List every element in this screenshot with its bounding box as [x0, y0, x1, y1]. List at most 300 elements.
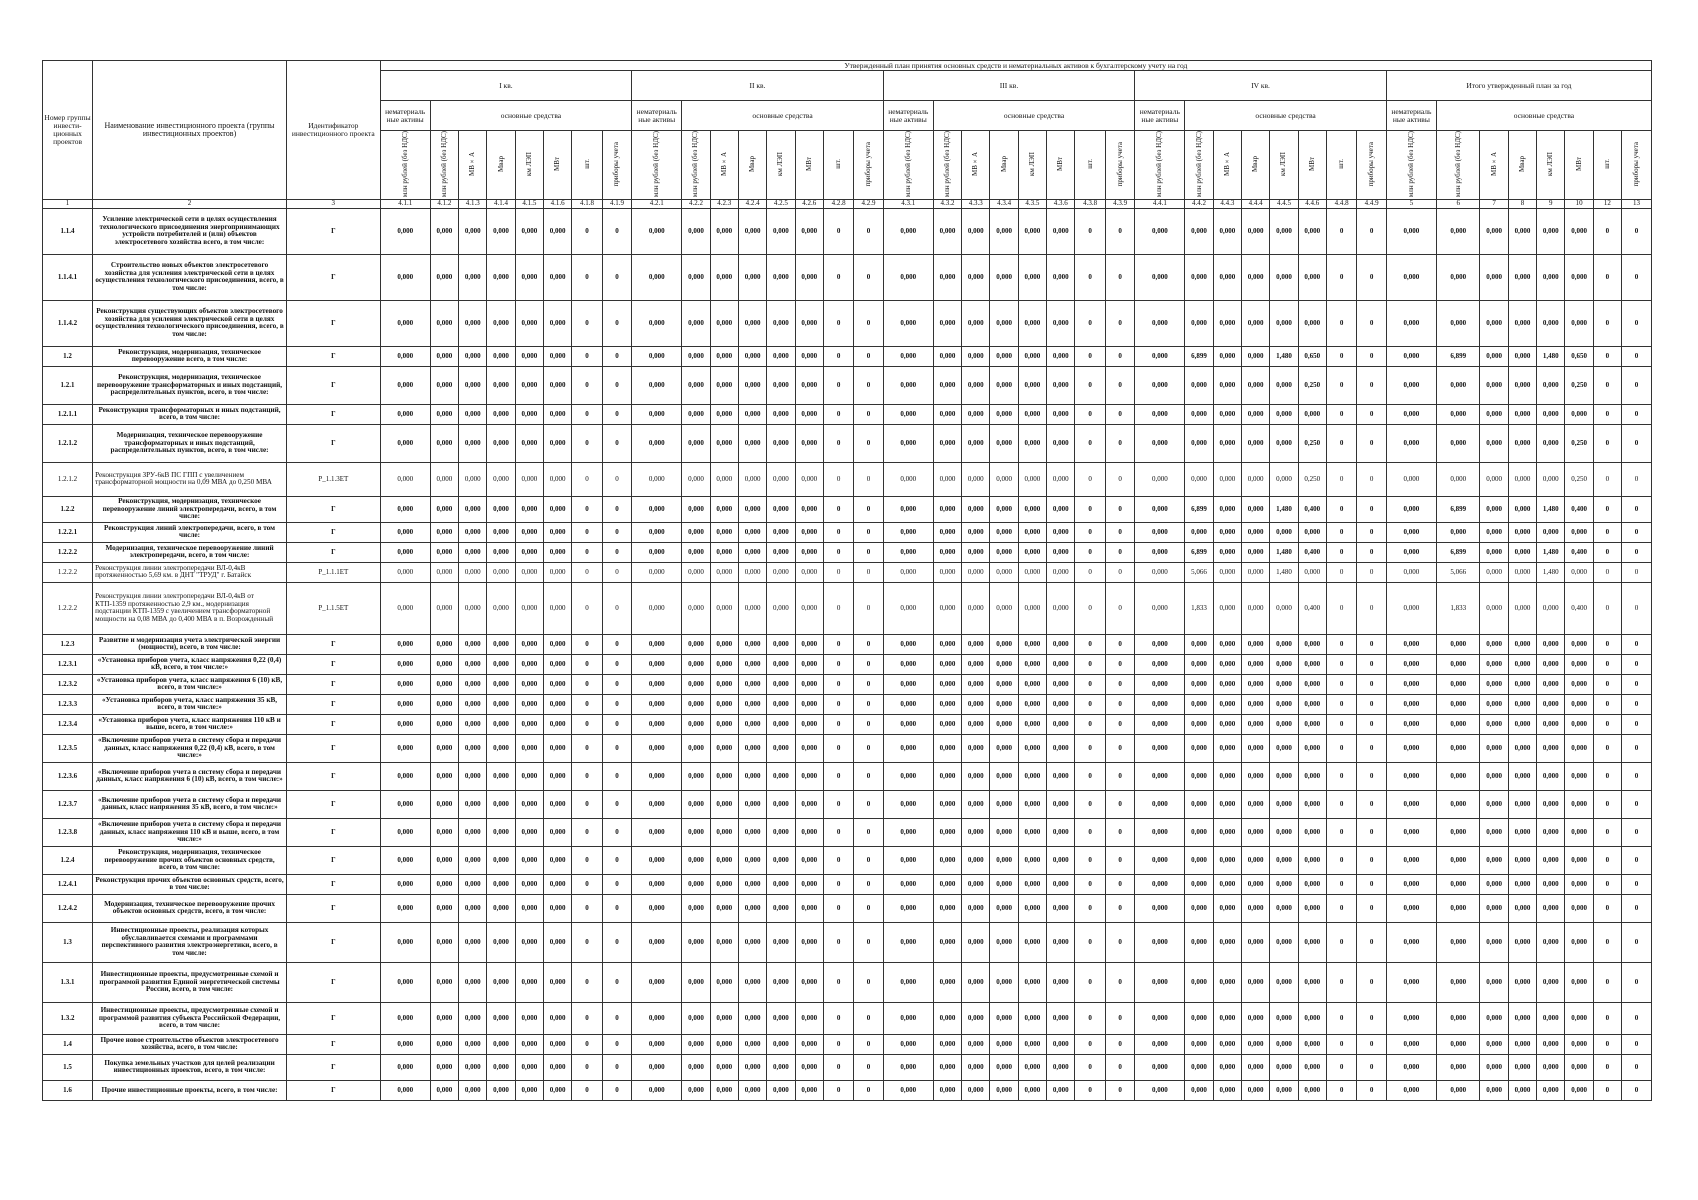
value-cell: 0 [572, 714, 602, 734]
value-cell: 5,066 [1436, 562, 1480, 582]
header-unit-label: МВ×А [719, 152, 728, 176]
value-cell: 0,000 [430, 790, 458, 818]
value-cell: 0,000 [1242, 1002, 1270, 1034]
value-cell: 0,000 [1185, 1054, 1213, 1080]
value-cell: 0,000 [487, 404, 515, 424]
value-cell: 0,000 [1537, 462, 1565, 496]
value-cell: 0,000 [543, 654, 571, 674]
header-unit [854, 131, 883, 200]
value-cell: 0,000 [1298, 404, 1326, 424]
value-cell: 0,000 [682, 962, 710, 1002]
value-cell: 0,000 [962, 582, 990, 634]
value-cell: 0,000 [1480, 582, 1508, 634]
value-cell: 0,000 [1185, 522, 1213, 542]
value-cell: 0,000 [1242, 346, 1270, 366]
value-cell: 0,000 [962, 734, 990, 762]
value-cell: 0,000 [380, 818, 430, 846]
value-cell: 0,000 [795, 962, 823, 1002]
value-cell: 0 [602, 542, 631, 562]
value-cell: 0,000 [1018, 496, 1046, 522]
value-cell: 0 [1622, 962, 1652, 1002]
value-cell: 0,000 [1213, 714, 1241, 734]
value-cell: 0,000 [543, 1080, 571, 1100]
value-cell: 0,000 [1298, 790, 1326, 818]
value-cell: 0 [854, 922, 883, 962]
value-cell: 0,000 [632, 404, 682, 424]
header-unit-label: млн рублей (без НДС) [1453, 131, 1462, 198]
value-cell: 0,000 [1135, 424, 1185, 462]
value-cell: 0 [1326, 496, 1356, 522]
value-cell: 0,000 [430, 582, 458, 634]
value-cell: 0,000 [380, 634, 430, 654]
value-cell: 0,000 [738, 582, 766, 634]
value-cell: 0 [823, 962, 853, 1002]
value-cell: 0 [572, 694, 602, 714]
value-cell: 0 [1357, 654, 1386, 674]
row-project-id: Г [286, 714, 380, 734]
value-cell: 0,000 [682, 894, 710, 922]
table-row [43, 818, 1652, 846]
value-cell: 0,000 [933, 542, 961, 562]
value-cell: 0,000 [1213, 208, 1241, 254]
value-cell: 0,000 [1508, 634, 1536, 654]
value-cell: 0,000 [459, 654, 487, 674]
value-cell: 0 [572, 346, 602, 366]
value-cell: 0,000 [1185, 874, 1213, 894]
value-cell: 0,000 [632, 522, 682, 542]
value-cell: 0,000 [1508, 254, 1536, 300]
header-fixed-assets: основные средства [1436, 101, 1651, 131]
value-cell: 0,000 [380, 582, 430, 634]
value-cell: 0 [1326, 562, 1356, 582]
value-cell: 6,899 [1185, 542, 1213, 562]
value-cell: 0 [602, 404, 631, 424]
value-cell: 0 [854, 874, 883, 894]
value-cell: 0,000 [1565, 714, 1593, 734]
value-cell: 0,000 [430, 1054, 458, 1080]
value-cell: 0 [1622, 254, 1652, 300]
value-cell: 0 [602, 694, 631, 714]
value-cell: 0,000 [1018, 366, 1046, 404]
value-cell: 0,000 [990, 1054, 1018, 1080]
value-cell: 0,000 [990, 962, 1018, 1002]
value-cell: 0,000 [962, 874, 990, 894]
value-cell: 0,000 [795, 208, 823, 254]
value-cell: 6,899 [1436, 542, 1480, 562]
value-cell: 0 [823, 1034, 853, 1054]
value-cell: 0,000 [1270, 818, 1298, 846]
column-number: 4.1.1 [380, 199, 430, 208]
value-cell: 0 [823, 300, 853, 346]
value-cell: 1,833 [1185, 582, 1213, 634]
value-cell: 0 [1075, 300, 1105, 346]
value-cell: 0,000 [1270, 1080, 1298, 1100]
value-cell: 0,000 [1135, 1054, 1185, 1080]
value-cell: 0 [1326, 1080, 1356, 1100]
value-cell: 0 [1105, 496, 1134, 522]
row-project-id: Г [286, 300, 380, 346]
value-cell: 0,000 [710, 922, 738, 962]
value-cell: 0 [854, 1080, 883, 1100]
value-cell: 0,000 [1508, 654, 1536, 674]
value-cell: 0 [1357, 424, 1386, 462]
value-cell: 0 [1357, 922, 1386, 962]
value-cell: 0,000 [487, 1054, 515, 1080]
value-cell: 0 [1075, 366, 1105, 404]
value-cell: 0,000 [1018, 462, 1046, 496]
row-project-name: «Включение приборов учета в систему сбора и передачи данных, класс напряжения 6 (10) кВ, всего, в том числе:» [93, 762, 287, 790]
value-cell: 0,000 [1185, 762, 1213, 790]
row-project-name: Реконструкция, модернизация, техническое перевооружение всего, в том числе: [93, 346, 287, 366]
value-cell: 0,000 [962, 1080, 990, 1100]
value-cell: 0,000 [1213, 1080, 1241, 1100]
table-row [43, 962, 1652, 1002]
value-cell: 0 [1357, 714, 1386, 734]
value-cell: 0,000 [430, 366, 458, 404]
value-cell: 0,000 [1386, 962, 1436, 1002]
value-cell: 0,000 [459, 1054, 487, 1080]
value-cell: 0,000 [710, 208, 738, 254]
value-cell: 0,000 [962, 462, 990, 496]
value-cell: 0,000 [430, 562, 458, 582]
value-cell: 0,000 [738, 1080, 766, 1100]
value-cell: 0,000 [1047, 694, 1075, 714]
value-cell: 0,000 [1213, 496, 1241, 522]
value-cell: 0,000 [459, 694, 487, 714]
value-cell: 0,000 [1565, 846, 1593, 874]
value-cell: 0,000 [767, 1080, 795, 1100]
value-cell: 0,000 [1135, 254, 1185, 300]
value-cell: 0 [1075, 818, 1105, 846]
value-cell: 0,000 [632, 714, 682, 734]
row-project-name: «Установка приборов учета, класс напряжения 6 (10) кВ, всего, в том числе:» [93, 674, 287, 694]
row-project-name: Инвестиционные проекты, предусмотренные схемой и программой развития Единой энергетической системы России, всего, в том числе: [93, 962, 287, 1002]
value-cell: 0 [854, 962, 883, 1002]
value-cell: 0,000 [883, 1034, 933, 1054]
row-project-id: Г [286, 1054, 380, 1080]
header-intangible-assets: нематериаль ные активы [1386, 101, 1436, 131]
value-cell: 0,000 [515, 714, 543, 734]
value-cell: 0,000 [487, 542, 515, 562]
value-cell: 0,000 [1386, 654, 1436, 674]
value-cell: 0,000 [990, 762, 1018, 790]
value-cell: 0 [1326, 582, 1356, 634]
value-cell: 0,000 [738, 714, 766, 734]
value-cell: 0,400 [1565, 582, 1593, 634]
value-cell: 0,000 [632, 894, 682, 922]
header-unit [1622, 131, 1652, 200]
value-cell: 0,000 [738, 404, 766, 424]
value-cell: 0 [1075, 962, 1105, 1002]
value-cell: 0,000 [1213, 542, 1241, 562]
value-cell: 0,000 [1018, 1034, 1046, 1054]
value-cell: 0,000 [487, 208, 515, 254]
value-cell: 0,000 [380, 1054, 430, 1080]
value-cell: 0,000 [1270, 522, 1298, 542]
row-project-name: Реконструкция трансформаторных и иных подстанций, всего, в том числе: [93, 404, 287, 424]
value-cell: 0,000 [795, 542, 823, 562]
value-cell: 0 [823, 522, 853, 542]
value-cell: 0,000 [990, 208, 1018, 254]
value-cell: 0,000 [933, 462, 961, 496]
value-cell: 0,000 [710, 1034, 738, 1054]
value-cell: 0 [854, 654, 883, 674]
value-cell: 0,000 [515, 674, 543, 694]
value-cell: 0,000 [1436, 790, 1480, 818]
value-cell: 0,000 [430, 404, 458, 424]
value-cell: 0 [572, 522, 602, 542]
value-cell: 0,000 [1480, 424, 1508, 462]
value-cell: 0,000 [1185, 654, 1213, 674]
value-cell: 0,000 [1047, 846, 1075, 874]
value-cell: 0,000 [430, 496, 458, 522]
value-cell: 0,000 [430, 346, 458, 366]
value-cell: 0,000 [1537, 818, 1565, 846]
value-cell: 0 [854, 694, 883, 714]
header-unit-label: км ЛЭП [1279, 152, 1288, 177]
value-cell: 0,000 [632, 874, 682, 894]
value-cell: 0 [1622, 1080, 1652, 1100]
value-cell: 0,000 [1480, 462, 1508, 496]
value-cell: 0,000 [1508, 300, 1536, 346]
value-cell: 0 [823, 542, 853, 562]
value-cell: 0,000 [515, 542, 543, 562]
value-cell: 0 [602, 674, 631, 694]
value-cell: 0,000 [543, 818, 571, 846]
value-cell: 0,000 [459, 208, 487, 254]
value-cell: 1,480 [1537, 542, 1565, 562]
value-cell: 0,000 [710, 300, 738, 346]
value-cell: 0 [1357, 462, 1386, 496]
value-cell: 0,000 [1537, 1054, 1565, 1080]
value-cell: 0,000 [990, 424, 1018, 462]
value-cell: 0,000 [1386, 694, 1436, 714]
value-cell: 0,000 [767, 894, 795, 922]
value-cell: 0,000 [1565, 894, 1593, 922]
value-cell: 0,000 [1537, 734, 1565, 762]
value-cell: 0,000 [1298, 522, 1326, 542]
value-cell: 0 [602, 424, 631, 462]
value-cell: 0,000 [1185, 1002, 1213, 1034]
row-project-id: Г [286, 734, 380, 762]
value-cell: 0 [1357, 734, 1386, 762]
value-cell: 0,000 [1047, 962, 1075, 1002]
value-cell: 0 [1357, 1054, 1386, 1080]
value-cell: 0,000 [1508, 694, 1536, 714]
column-number: 4.2.1 [632, 199, 682, 208]
value-cell: 0,000 [1047, 634, 1075, 654]
value-cell: 0,400 [1565, 496, 1593, 522]
value-cell: 0,000 [632, 634, 682, 654]
value-cell: 0,000 [1386, 462, 1436, 496]
value-cell: 0,000 [1436, 922, 1480, 962]
value-cell: 0,000 [990, 254, 1018, 300]
value-cell: 0,000 [1018, 694, 1046, 714]
value-cell: 0,000 [1047, 522, 1075, 542]
value-cell: 0,000 [1185, 714, 1213, 734]
value-cell: 0,000 [1386, 1054, 1436, 1080]
header-unit-label: млн рублей (без НДС) [942, 131, 951, 198]
value-cell: 0,000 [1213, 654, 1241, 674]
value-cell: 0,000 [1185, 1080, 1213, 1100]
column-number: 4.3.5 [1018, 199, 1046, 208]
value-cell: 0,000 [738, 542, 766, 562]
value-cell: 0,000 [515, 462, 543, 496]
value-cell: 0 [1357, 634, 1386, 654]
value-cell: 0 [1593, 790, 1621, 818]
value-cell: 0,000 [1242, 846, 1270, 874]
value-cell: 0,000 [1185, 424, 1213, 462]
value-cell: 0,000 [990, 818, 1018, 846]
value-cell: 0,000 [738, 1054, 766, 1080]
value-cell: 0,000 [933, 790, 961, 818]
value-cell: 0,000 [933, 694, 961, 714]
value-cell: 0,000 [710, 522, 738, 542]
row-number: 1.1.4.2 [43, 300, 93, 346]
value-cell: 0 [602, 1034, 631, 1054]
value-cell: 0,000 [1298, 874, 1326, 894]
value-cell: 0,000 [710, 346, 738, 366]
value-cell: 1,480 [1537, 496, 1565, 522]
value-cell: 0,000 [1135, 654, 1185, 674]
value-cell: 0,000 [1436, 462, 1480, 496]
header-unit-label: шт. [834, 159, 843, 169]
row-project-name: Модернизация, техническое перевооружение трансформаторных и иных подстанций, распределительных пунктов, всего, в том числе: [93, 424, 287, 462]
value-cell: 0 [1357, 818, 1386, 846]
value-cell: 0 [1326, 1034, 1356, 1054]
value-cell: 0 [823, 424, 853, 462]
header-unit [1270, 131, 1298, 200]
value-cell: 0 [1357, 1034, 1386, 1054]
value-cell: 0,000 [1242, 1080, 1270, 1100]
value-cell: 0,000 [990, 894, 1018, 922]
row-project-name: Усиление электрической сети в целях осуществления технологического присоединения энергопринимающих устройств потребителей и (или) объектов электросетевого хозяйства всего, в том числе: [93, 208, 287, 254]
value-cell: 0,000 [933, 346, 961, 366]
value-cell: 0,000 [738, 790, 766, 818]
value-cell: 0,000 [795, 346, 823, 366]
value-cell: 0 [1075, 462, 1105, 496]
value-cell: 0,000 [962, 714, 990, 734]
value-cell: 0 [1622, 582, 1652, 634]
value-cell: 0,000 [1436, 714, 1480, 734]
value-cell: 0 [1105, 634, 1134, 654]
value-cell: 0,000 [1018, 542, 1046, 562]
value-cell: 0,000 [1213, 922, 1241, 962]
value-cell: 0 [1326, 542, 1356, 562]
header-group-number: Номер группы инвести-ционных проектов [43, 61, 93, 200]
value-cell: 0,000 [1565, 874, 1593, 894]
value-cell: 0,000 [1270, 874, 1298, 894]
value-cell: 0 [823, 366, 853, 404]
value-cell: 0 [1105, 922, 1134, 962]
value-cell: 0,000 [682, 1002, 710, 1034]
value-cell: 0,000 [1135, 404, 1185, 424]
column-number: 3 [286, 199, 380, 208]
value-cell: 0 [1075, 922, 1105, 962]
value-cell: 0,000 [962, 674, 990, 694]
value-cell: 0 [823, 790, 853, 818]
value-cell: 0 [1075, 654, 1105, 674]
row-project-id: Г [286, 522, 380, 542]
value-cell: 0,000 [430, 846, 458, 874]
value-cell: 0,000 [710, 818, 738, 846]
row-number: 1.2.4.1 [43, 874, 93, 894]
value-cell: 0,000 [1565, 208, 1593, 254]
row-project-id: Г [286, 254, 380, 300]
column-number: 4.1.5 [515, 199, 543, 208]
value-cell: 0,000 [1480, 922, 1508, 962]
value-cell: 0 [854, 734, 883, 762]
value-cell: 0 [823, 674, 853, 694]
value-cell: 0 [1622, 634, 1652, 654]
value-cell: 0,000 [990, 694, 1018, 714]
value-cell: 0 [1357, 1002, 1386, 1034]
value-cell: 0,000 [1480, 762, 1508, 790]
value-cell: 0,000 [1185, 962, 1213, 1002]
value-cell: 0 [1357, 300, 1386, 346]
value-cell: 0,000 [380, 1034, 430, 1054]
row-number: 1.2.3.2 [43, 674, 93, 694]
header-project-id: Идентификатор инвестиционного проекта [286, 61, 380, 200]
value-cell: 0,000 [883, 208, 933, 254]
value-cell: 0,000 [380, 542, 430, 562]
value-cell: 0 [854, 818, 883, 846]
header-unit [1537, 131, 1565, 200]
value-cell: 0 [1593, 1034, 1621, 1054]
value-cell: 0 [1357, 254, 1386, 300]
value-cell: 0 [1105, 542, 1134, 562]
column-number: 4.2.2 [682, 199, 710, 208]
value-cell: 0,000 [738, 462, 766, 496]
value-cell: 0 [1105, 818, 1134, 846]
value-cell: 0 [1326, 346, 1356, 366]
value-cell: 0,000 [1242, 694, 1270, 714]
row-project-id: Г [286, 674, 380, 694]
value-cell: 0 [1622, 1054, 1652, 1080]
value-cell: 0,000 [682, 694, 710, 714]
value-cell: 0 [1593, 762, 1621, 790]
value-cell: 1,480 [1537, 562, 1565, 582]
value-cell: 0 [823, 762, 853, 790]
value-cell: 0,000 [1047, 654, 1075, 674]
value-cell: 1,480 [1270, 346, 1298, 366]
value-cell: 0,000 [1135, 542, 1185, 562]
value-cell: 0,000 [962, 846, 990, 874]
value-cell: 0,000 [1018, 734, 1046, 762]
value-cell: 0,000 [682, 496, 710, 522]
value-cell: 0,000 [1508, 346, 1536, 366]
value-cell: 0 [602, 922, 631, 962]
value-cell: 0 [823, 582, 853, 634]
value-cell: 0 [1593, 674, 1621, 694]
value-cell: 0,000 [1185, 694, 1213, 714]
row-project-name: Реконструкция линии электропередачи ВЛ-0,4кВ от КТП-1359 протяженностью 2,9 км., модернизация подстанции КТП-1359 с увеличением трансформаторной мощности на 0,08 МВА до 0,400 МВА в п. Возрожденный [93, 582, 287, 634]
row-project-id: P_1.1.5ET [286, 582, 380, 634]
header-unit [1593, 131, 1621, 200]
value-cell: 0,000 [738, 922, 766, 962]
value-cell: 0 [1105, 582, 1134, 634]
value-cell: 0,650 [1298, 346, 1326, 366]
value-cell: 0,000 [795, 404, 823, 424]
value-cell: 0,000 [1298, 694, 1326, 714]
value-cell: 0,000 [1213, 1054, 1241, 1080]
value-cell: 0 [1326, 366, 1356, 404]
value-cell: 0,000 [933, 208, 961, 254]
value-cell: 0,000 [933, 366, 961, 404]
value-cell: 0,000 [710, 366, 738, 404]
value-cell: 0,000 [380, 346, 430, 366]
value-cell: 0,000 [1537, 762, 1565, 790]
